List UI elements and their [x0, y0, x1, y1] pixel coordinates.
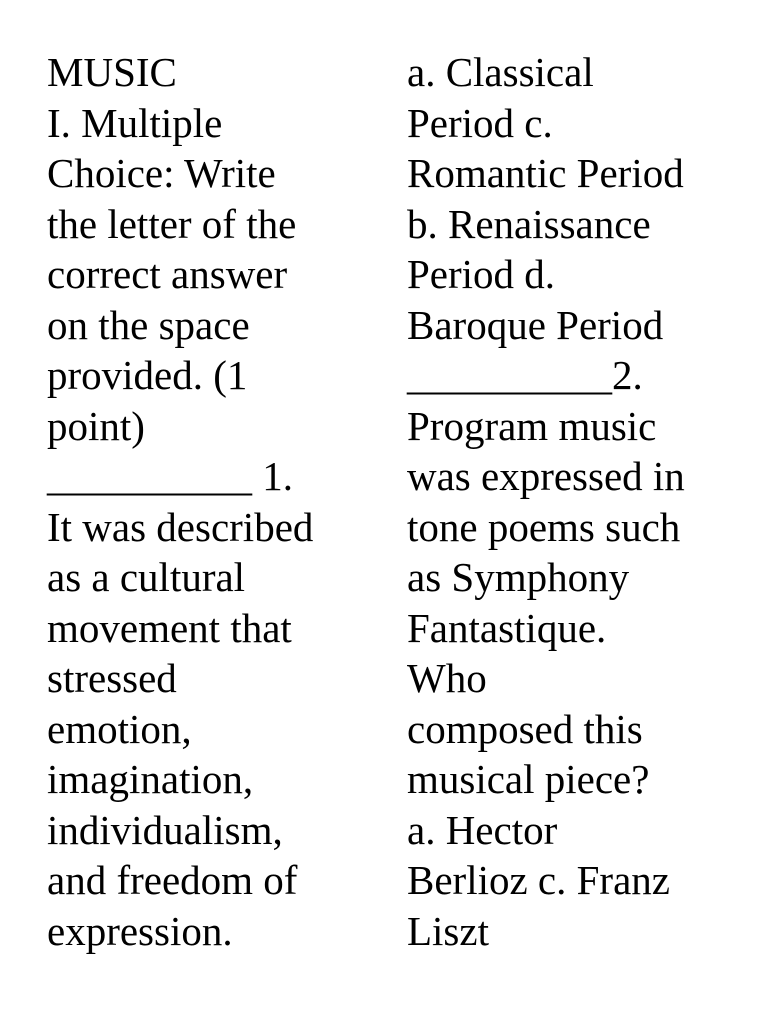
question-1-text: expression. [47, 907, 233, 954]
question-1-text: It was described [47, 503, 314, 550]
question-2-choice: Berlioz c. Franz [407, 857, 670, 903]
question-2-text: Fantastique. [407, 604, 607, 651]
question-2-text: Who [407, 655, 487, 701]
heading-music: MUSIC [47, 49, 177, 95]
question-2-blank: __________2. [407, 352, 643, 398]
left-text-column [47, 47, 313, 956]
question-1-choice: Period c. [407, 99, 553, 146]
instruction-line: provided. (1 [47, 352, 248, 398]
question-1-text: individualism, [47, 806, 283, 853]
instruction-line: Choice: Write [47, 150, 276, 196]
right-text-column [407, 47, 685, 956]
question-2-text: composed this [407, 705, 643, 752]
question-1-choice: b. Renaissance [407, 200, 651, 247]
question-1-text: movement that [47, 604, 292, 651]
instruction-line: correct answer [47, 251, 288, 297]
question-2-text: as Symphony [407, 554, 630, 600]
question-1-blank: __________ 1. [47, 453, 293, 499]
question-2-text: Program music [407, 402, 657, 449]
question-1-text: imagination, [47, 756, 254, 802]
section-title-multiple-choice: I. Multiple [47, 99, 223, 146]
question-1-choice: a. Classical [407, 49, 594, 95]
question-2-choice: a. Hector [407, 806, 558, 853]
question-1-text: and freedom of [47, 857, 298, 903]
question-1-choice: Romantic Period [407, 150, 684, 196]
question-1-text: stressed [47, 655, 177, 701]
question-2-text: tone poems such [407, 503, 681, 550]
question-1-choice: Baroque Period [407, 301, 664, 348]
question-1-choice: Period d. [407, 251, 556, 297]
question-2-text: was expressed in [407, 453, 685, 499]
instruction-line: the letter of the [47, 200, 297, 247]
question-1-text: emotion, [47, 705, 192, 752]
instruction-line: on the space [47, 301, 250, 348]
question-1-text: as a cultural [47, 554, 246, 600]
question-2-choice: Liszt [407, 907, 489, 954]
question-2-text: musical piece? [407, 756, 650, 802]
instruction-line: point) [47, 402, 145, 449]
